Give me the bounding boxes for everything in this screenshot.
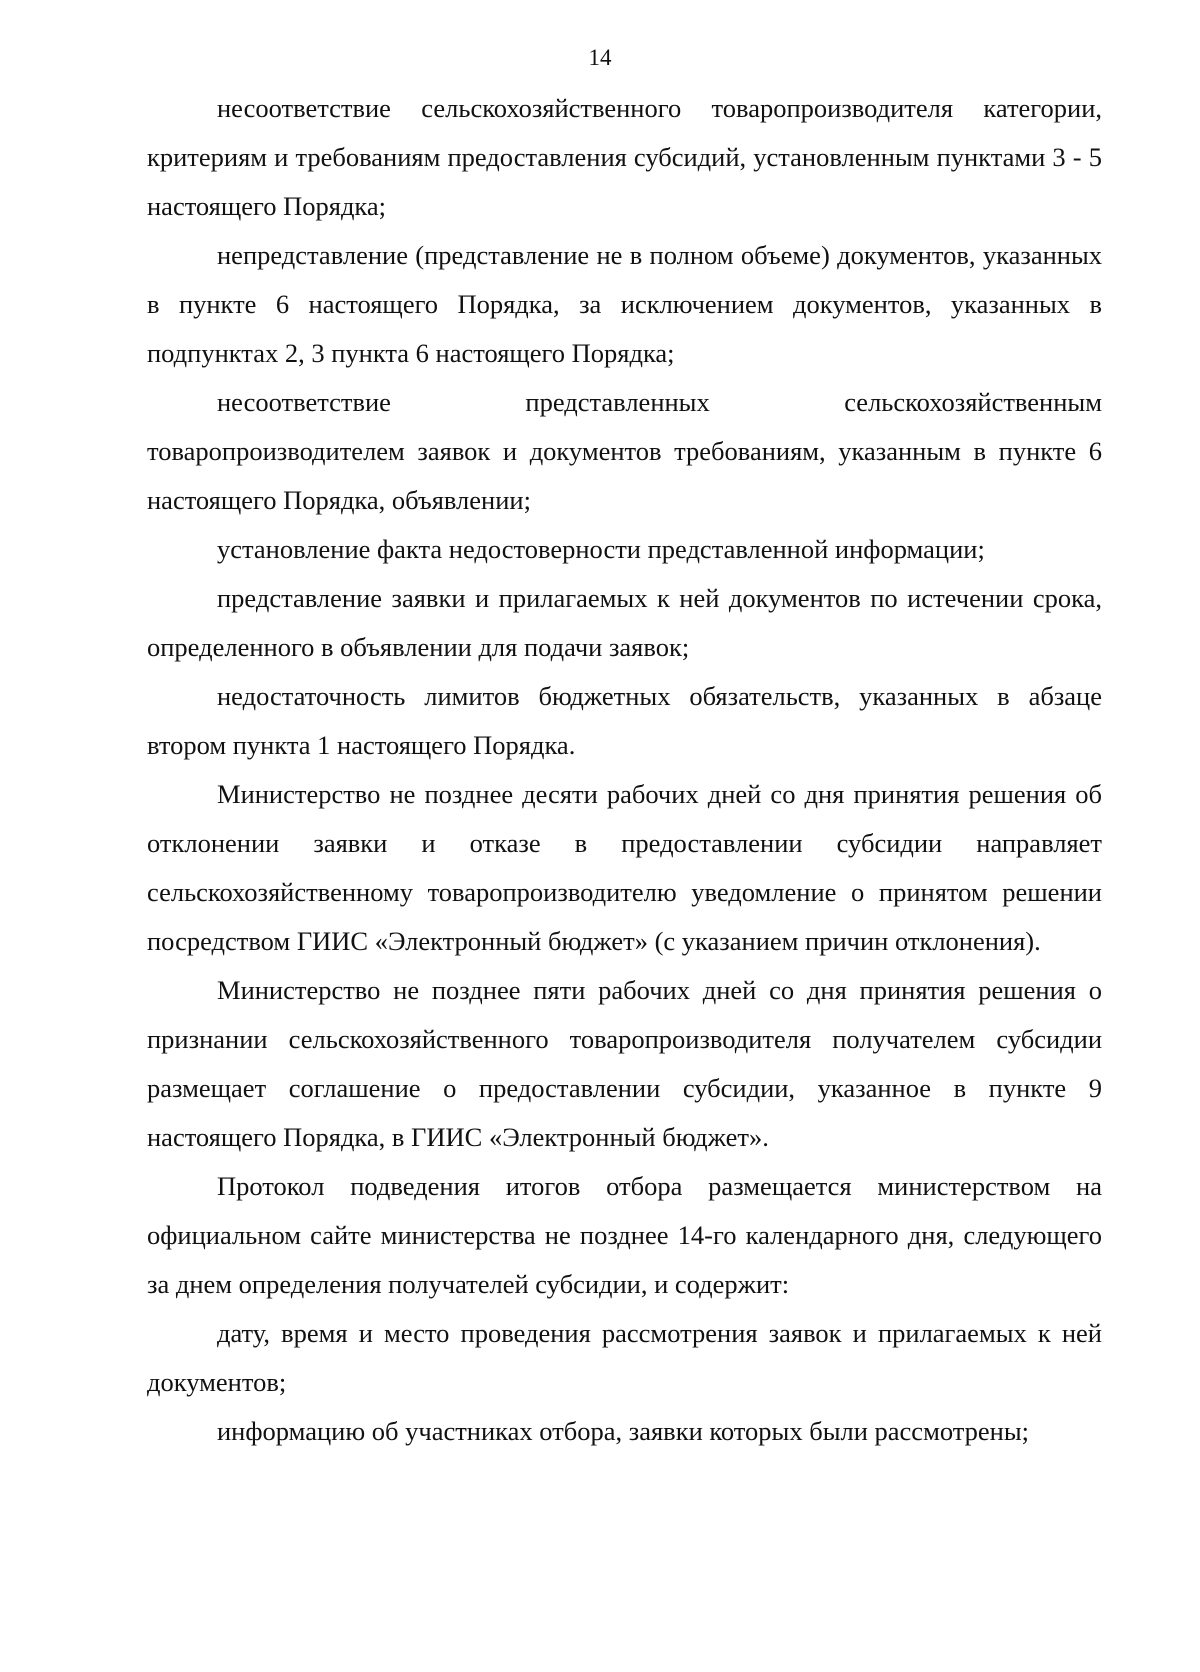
- paragraph: информацию об участниках отбора, заявки которых были рассмотрены;: [217, 1416, 1030, 1446]
- paragraph: непредставление (представление не в полном объеме) документов, указанных в пункте 6 настоящего Порядка, за исключением документов, указанных в подпунктах 2, 3 пункта 6 настоящего Порядка;: [147, 240, 1102, 368]
- paragraph: недостаточность лимитов бюджетных обязательств, указанных в абзаце втором пункта 1 настоящего Порядка.: [147, 681, 1102, 760]
- paragraph: представление заявки и прилагаемых к ней документов по истечении срока, определенного в объявлении для подачи заявок;: [147, 583, 1102, 662]
- paragraph: Министерство не позднее десяти рабочих дней со дня принятия решения об отклонении заявки и отказе в предоставлении субсидии направляет сельскохозяйственному товаропроизводителю уведомление о принятом решении посредством ГИИС «Электронный бюджет» (с указанием причин отклонения).: [147, 779, 1102, 956]
- page-number: 14: [588, 45, 612, 70]
- paragraph: дату, время и место проведения рассмотрения заявок и прилагаемых к ней документов;: [147, 1318, 1102, 1397]
- document-body: [147, 84, 1102, 1456]
- paragraph: несоответствие представленных сельскохозяйственным товаропроизводителем заявок и документов требованиям, указанным в пункте 6 настоящего Порядка, объявлении;: [147, 387, 1102, 515]
- paragraph: Протокол подведения итогов отбора размещается министерством на официальном сайте министерства не позднее 14-го календарного дня, следующего за днем определения получателей субсидии, и содержит:: [147, 1171, 1102, 1299]
- paragraph: несоответствие сельскохозяйственного товаропроизводителя категории, критериям и требованиям предоставления субсидий, установленным пунктами 3 - 5 настоящего Порядка;: [147, 93, 1102, 221]
- paragraph: Министерство не позднее пяти рабочих дней со дня принятия решения о признании сельскохозяйственного товаропроизводителя получателем субсидии размещает соглашение о предоставлении субсидии, указанное в пункте 9 настоящего Порядка, в ГИИС «Электронный бюджет».: [147, 975, 1102, 1152]
- paragraph: установление факта недостоверности представленной информации;: [217, 534, 985, 564]
